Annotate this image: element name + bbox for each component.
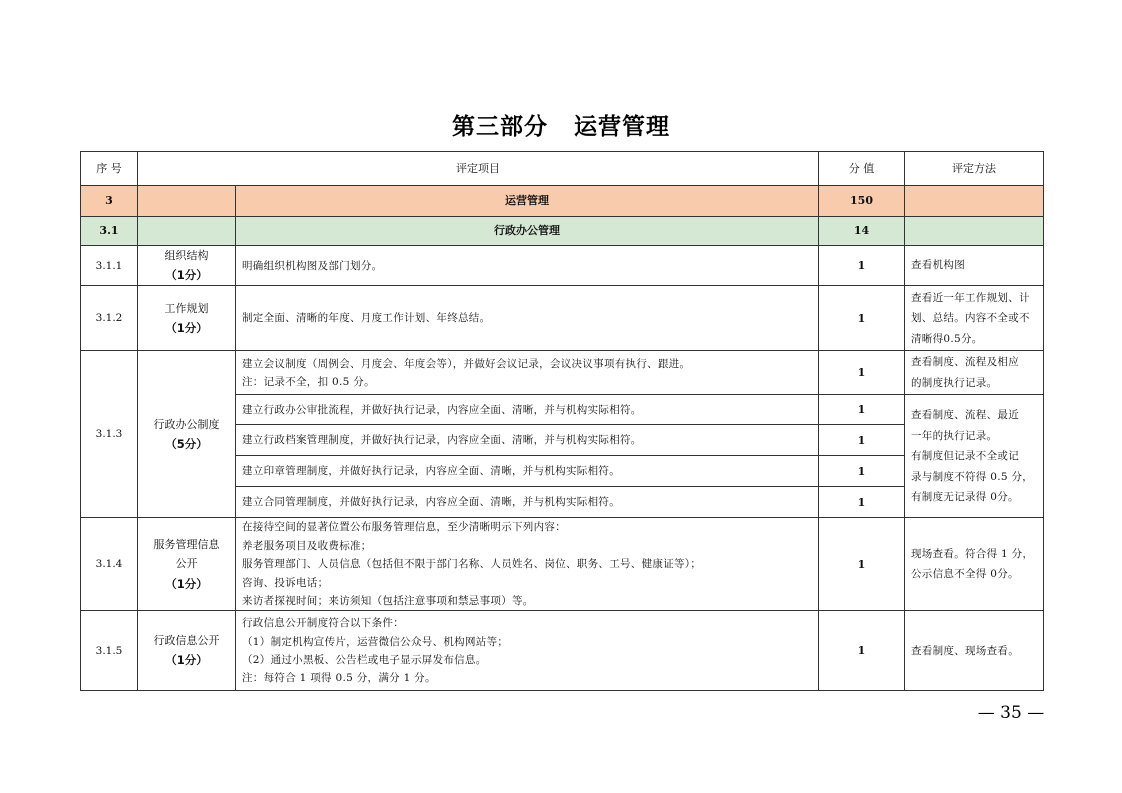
method-line: 有制度无记录得 0分。 <box>911 491 1019 504</box>
content-line: 注：每符合 1 项得 0.5 分，满分 1 分。 <box>242 672 436 685</box>
title-name: 运营管理 <box>574 114 670 140</box>
method-line: 公示信息不全得 0分。 <box>911 568 1019 581</box>
category-label: 行政信息公开 <box>153 634 220 648</box>
row-method: 查看制度、现场查看。 <box>905 611 1044 691</box>
content-line: 在接待空间的显著位置公布服务管理信息，至少清晰明示下列内容： <box>242 521 566 534</box>
row-method <box>905 395 1044 518</box>
content-line: 注：记录不全，扣 0.5 分。 <box>242 375 375 388</box>
row-score: 1 <box>819 518 905 611</box>
category-label: 行政办公制度 <box>153 417 220 431</box>
subsection-no: 3.1 <box>81 217 138 246</box>
section-row <box>81 186 1044 217</box>
subsection-name: 行政办公管理 <box>236 217 819 246</box>
header-item: 评定项目 <box>138 152 819 186</box>
row-content: 建立行政档案管理制度，并做好执行记录，内容应全面、清晰，并与机构实际相符。 <box>236 425 819 456</box>
method-line: 录与制度不符得 0.5 分， <box>911 470 1034 483</box>
content-line: （1）制定机构宣传片，运营微信公众号、机构网站等； <box>242 635 509 648</box>
section-score: 150 <box>819 186 905 217</box>
row-score: 1 <box>819 456 905 487</box>
row-category <box>138 518 236 611</box>
row-content <box>236 611 819 691</box>
row-no: 3.1.1 <box>81 246 138 286</box>
section-method-blank <box>905 186 1044 217</box>
table-row <box>81 246 1044 286</box>
section-blank <box>138 186 236 217</box>
category-label: 服务管理信息 <box>153 538 220 552</box>
category-label: 组织结构 <box>164 249 209 262</box>
category-label: 公开 <box>175 557 198 571</box>
content-line: （2）通过小黑板、公告栏或电子显示屏发布信息。 <box>242 653 487 666</box>
content-line: 咨询、投诉电话； <box>242 576 329 589</box>
content-line: 建立会议制度（周例会、月度会、年度会等），并做好会议记录，会议决议事项有执行、跟进。 <box>242 357 691 370</box>
row-no: 3.1.4 <box>81 518 138 611</box>
evaluation-table <box>80 151 1044 691</box>
row-content: 制定全面、清晰的年度、月度工作计划、年终总结。 <box>236 286 819 351</box>
row-score: 1 <box>819 611 905 691</box>
subsection-method-blank <box>905 217 1044 246</box>
row-category <box>138 351 236 518</box>
header-score: 分 值 <box>819 152 905 186</box>
method-line: 一年的执行记录。 <box>911 429 998 442</box>
row-no: 3.1.2 <box>81 286 138 351</box>
row-no: 3.1.3 <box>81 351 138 518</box>
row-content: 建立行政办公审批流程，并做好执行记录，内容应全面、清晰，并与机构实际相符。 <box>236 395 819 425</box>
content-line: 服务管理部门、人员信息（包括但不限于部门名称、人员姓名、岗位、职务、工号、健康证等）； <box>242 558 702 571</box>
category-points: （1分） <box>165 653 208 668</box>
table-row <box>81 518 1044 611</box>
table-row <box>81 286 1044 351</box>
subsection-row <box>81 217 1044 246</box>
subsection-blank <box>138 217 236 246</box>
page-title <box>0 108 1122 141</box>
row-no: 3.1.5 <box>81 611 138 691</box>
section-no: 3 <box>81 186 138 217</box>
content-line: 养老服务项目及收费标准； <box>242 539 372 552</box>
method-line: 现场查看。符合得 1 分， <box>911 547 1034 560</box>
row-score: 1 <box>819 395 905 425</box>
section-name: 运营管理 <box>236 186 819 217</box>
content-line: 行政信息公开制度符合以下条件： <box>242 617 404 630</box>
category-points: （1分） <box>165 268 208 283</box>
row-category <box>138 611 236 691</box>
method-line: 有制度但记录不全或记 <box>911 450 1019 463</box>
row-content: 建立合同管理制度，并做好执行记录，内容应全面、清晰，并与机构实际相符。 <box>236 487 819 518</box>
row-category <box>138 286 236 351</box>
row-content: 明确组织机构图及部门划分。 <box>236 246 819 286</box>
row-score: 1 <box>819 286 905 351</box>
row-method <box>905 518 1044 611</box>
row-score: 1 <box>819 246 905 286</box>
content-line: 来访者探视时间；来访须知（包括注意事项和禁忌事项）等。 <box>242 594 534 607</box>
row-content <box>236 518 819 611</box>
header-method: 评定方法 <box>905 152 1044 186</box>
table-row <box>81 351 1044 395</box>
row-method <box>905 286 1044 351</box>
page-number: — 35 — <box>977 703 1045 723</box>
table-row <box>81 611 1044 691</box>
row-content: 建立印章管理制度，并做好执行记录，内容应全面、清晰，并与机构实际相符。 <box>236 456 819 487</box>
row-method <box>905 351 1044 395</box>
method-line: 查看制度、流程及相应 <box>911 356 1019 369</box>
method-line: 查看制度、流程、最近 <box>911 409 1019 422</box>
category-label: 工作规划 <box>164 301 209 315</box>
category-points: （1分） <box>165 576 208 591</box>
method-line: 的制度执行记录。 <box>911 376 998 389</box>
table-header-row <box>81 152 1044 186</box>
row-content <box>236 351 819 395</box>
category-points: （1分） <box>165 320 208 335</box>
method-line: 划、总结。内容不全或不 <box>911 312 1030 325</box>
row-category <box>138 246 236 286</box>
row-score: 1 <box>819 425 905 456</box>
title-part: 第三部分 <box>452 114 548 140</box>
row-score: 1 <box>819 351 905 395</box>
subsection-score: 14 <box>819 217 905 246</box>
category-points: （5分） <box>165 436 208 451</box>
row-method: 查看机构图 <box>905 246 1044 286</box>
header-no: 序 号 <box>81 152 138 186</box>
row-score: 1 <box>819 487 905 518</box>
method-line: 查看近一年工作规划、计 <box>911 291 1030 304</box>
method-line: 清晰得0.5分。 <box>911 332 983 345</box>
